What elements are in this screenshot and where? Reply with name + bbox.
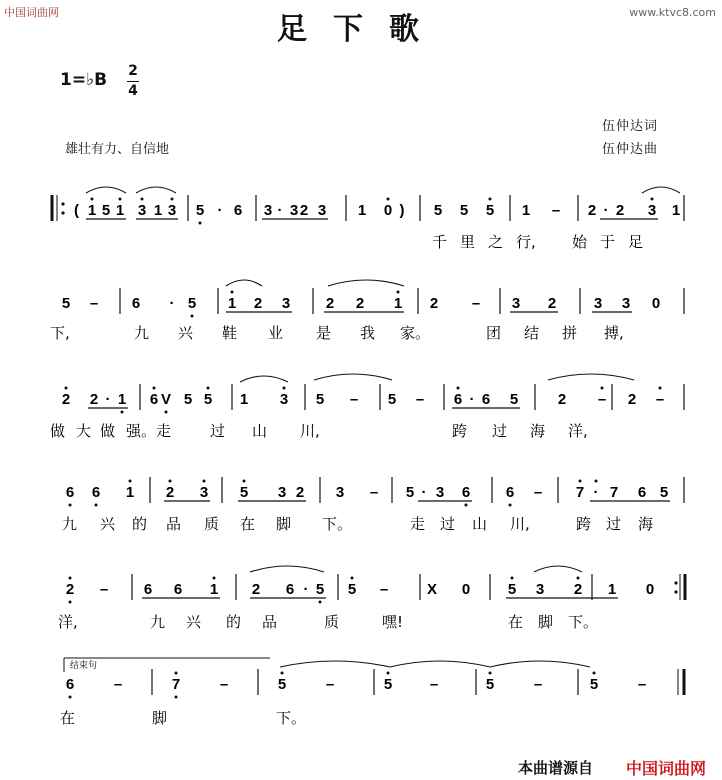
lyric-syllable: 九 <box>62 515 78 533</box>
octave-dot-high <box>281 672 284 675</box>
lyric-syllable: 九 <box>150 613 166 631</box>
note: 2 <box>253 295 263 312</box>
note: 6 <box>65 676 75 693</box>
octave-dot-high <box>243 480 246 483</box>
note: 2 <box>615 202 625 219</box>
octave-dot-low <box>191 315 194 318</box>
note: – <box>551 202 561 219</box>
source-label: 本曲谱源自 <box>518 759 594 777</box>
note: 0 <box>383 202 393 219</box>
note: – <box>597 391 607 408</box>
octave-dot-high <box>397 291 400 294</box>
lyric-syllable: 业 <box>268 324 284 342</box>
lyric-syllable: 做 <box>50 422 66 440</box>
octave-dot-high <box>659 387 662 390</box>
repeat-dot <box>674 590 677 593</box>
octave-dot-low <box>175 696 178 699</box>
octave-dot-high <box>119 198 122 201</box>
octave-dot-high <box>69 577 72 580</box>
lyric-syllable: 川, <box>300 422 320 440</box>
octave-dot-high <box>141 198 144 201</box>
note: 2 <box>325 295 335 312</box>
octave-dot-high <box>91 198 94 201</box>
lyricist-credit: 伍仲达词 <box>602 119 659 134</box>
octave-dot-high <box>579 480 582 483</box>
note: 1 <box>607 581 617 598</box>
note: 2 <box>61 391 71 408</box>
lyric-syllable: 的 <box>226 613 242 631</box>
note: 6 <box>461 484 471 501</box>
lyric-syllable: 鞋 <box>222 324 238 342</box>
note: 3 <box>289 202 299 219</box>
octave-dot-high <box>577 577 580 580</box>
lyric-syllable: 过 <box>606 515 622 533</box>
note: 5 <box>659 484 669 501</box>
note: 2 <box>295 484 305 501</box>
lyric-syllable: 兴 <box>100 515 116 533</box>
note: 5 <box>183 391 193 408</box>
octave-dot-low <box>69 504 72 507</box>
octave-dot-low <box>509 504 512 507</box>
lyric-syllable: 下。 <box>568 613 599 631</box>
note: 2 <box>299 202 309 219</box>
note: 3 <box>535 581 545 598</box>
note: – <box>655 391 665 408</box>
lyric-syllable: 质 <box>204 515 220 533</box>
note: 6 <box>143 581 153 598</box>
lyric-syllable: 行, <box>516 233 536 251</box>
note: · <box>593 484 599 501</box>
note: 6 <box>481 391 491 408</box>
note: 6 <box>453 391 463 408</box>
octave-dot-high <box>489 672 492 675</box>
note: 6 <box>65 484 75 501</box>
lyric-syllable: 之 <box>488 233 504 251</box>
lyric-syllable: 山 <box>472 515 488 533</box>
slur <box>240 376 288 382</box>
note: 1 <box>153 202 163 219</box>
octave-dot-high <box>387 672 390 675</box>
note: 1 <box>671 202 681 219</box>
lyric-syllable: 山 <box>252 422 268 440</box>
slur <box>136 187 176 193</box>
note: 3 <box>335 484 345 501</box>
note: – <box>99 581 109 598</box>
lyric-syllable: 足 <box>628 233 644 251</box>
lyric-syllable: 在 <box>508 613 524 631</box>
repeat-dot <box>61 202 64 205</box>
octave-dot-high <box>593 672 596 675</box>
note: 5 <box>187 295 197 312</box>
lyric-syllable: 下。 <box>322 515 353 533</box>
note: 6 <box>505 484 515 501</box>
note: 1 <box>87 202 97 219</box>
lyric-syllable: 过 <box>492 422 508 440</box>
watermark-left: 中国词曲网 <box>4 6 59 19</box>
note: 5 <box>383 676 393 693</box>
note: 5 <box>195 202 205 219</box>
note: 2 <box>65 581 75 598</box>
lyric-syllable: 结 <box>524 324 540 342</box>
note: 6 <box>233 202 243 219</box>
note: 5 <box>203 391 213 408</box>
octave-dot-high <box>65 387 68 390</box>
octave-dot-high <box>129 480 132 483</box>
note: – <box>113 676 123 693</box>
octave-dot-high <box>595 480 598 483</box>
slur <box>642 187 680 193</box>
note: – <box>637 676 647 693</box>
lyric-syllable: 的 <box>132 515 148 533</box>
lyric-syllable: 脚 <box>538 613 554 631</box>
lyric-syllable: 质 <box>324 613 340 631</box>
lyric-syllable: 过 <box>440 515 456 533</box>
ending-label: 结束句 <box>70 661 98 671</box>
slur <box>328 280 404 286</box>
octave-dot-high <box>387 198 390 201</box>
note: – <box>415 391 425 408</box>
note: – <box>89 295 99 312</box>
lyric-syllable: 大 <box>76 422 92 440</box>
lyric-syllable: 海 <box>638 515 654 533</box>
slur <box>280 661 390 667</box>
note: 6 <box>637 484 647 501</box>
lyric-syllable: 走 <box>410 515 426 533</box>
note: 5 <box>277 676 287 693</box>
note: 3 <box>199 484 209 501</box>
note: 2 <box>573 581 583 598</box>
note: 6 <box>91 484 101 501</box>
octave-dot-high <box>457 387 460 390</box>
lyric-syllable: 我 <box>360 324 376 342</box>
octave-dot-high <box>213 577 216 580</box>
octave-dot-low <box>165 411 168 414</box>
note: · <box>603 202 609 219</box>
lyric-syllable: 在 <box>60 709 76 727</box>
note: 5 <box>387 391 397 408</box>
note: 5 <box>507 581 517 598</box>
note: · <box>105 391 111 408</box>
octave-dot-high <box>203 480 206 483</box>
note: 5 <box>315 581 325 598</box>
note: 2 <box>429 295 439 312</box>
note: · <box>169 295 175 312</box>
slur <box>86 187 126 193</box>
note: 5 <box>61 295 71 312</box>
lyric-syllable: 下。 <box>276 709 307 727</box>
note: 3 <box>281 295 291 312</box>
note: 1 <box>125 484 135 501</box>
slur <box>390 661 490 667</box>
watermark-right: www.ktvc8.com <box>629 6 716 19</box>
note: 3 <box>167 202 177 219</box>
note: 7 <box>609 484 619 501</box>
octave-dot-low <box>199 222 202 225</box>
note: 2 <box>557 391 567 408</box>
lyric-syllable: 海 <box>530 422 546 440</box>
lyric-syllable: 是 <box>316 324 332 342</box>
lyric-syllable: 脚 <box>152 709 168 727</box>
note: 1 <box>239 391 249 408</box>
octave-dot-high <box>511 577 514 580</box>
note: 0 <box>651 295 661 312</box>
note: 1 <box>117 391 127 408</box>
lyric-syllable: 过 <box>210 422 226 440</box>
note: 1 <box>357 202 367 219</box>
key-signature: 1=♭B <box>60 70 108 90</box>
note: 1 <box>521 202 531 219</box>
note: 5 <box>589 676 599 693</box>
note: 3 <box>511 295 521 312</box>
lyric-syllable: 跨 <box>452 422 468 440</box>
lyric-syllable: 千 <box>432 233 448 251</box>
note: – <box>379 581 389 598</box>
note: 1 <box>393 295 403 312</box>
note: 3 <box>279 391 289 408</box>
octave-dot-low <box>95 504 98 507</box>
octave-dot-low <box>69 601 72 604</box>
paren-open: ( <box>74 202 79 219</box>
note: 2 <box>89 391 99 408</box>
note: 2 <box>587 202 597 219</box>
octave-dot-high <box>351 577 354 580</box>
lyric-syllable: 强。走 <box>126 422 172 440</box>
note: 5 <box>433 202 443 219</box>
octave-dot-high <box>283 387 286 390</box>
slur <box>314 374 392 380</box>
note: X <box>426 581 438 598</box>
meter-bottom: 4 <box>128 83 138 99</box>
lyric-syllable: 在 <box>240 515 256 533</box>
note: – <box>533 484 543 501</box>
note: V <box>160 391 172 408</box>
note: 3 <box>137 202 147 219</box>
note: 7 <box>575 484 585 501</box>
composer-credit: 伍仲达曲 <box>602 142 659 157</box>
lyric-syllable: 里 <box>460 233 476 251</box>
lyric-syllable: 跨 <box>576 515 592 533</box>
note: 5 <box>509 391 519 408</box>
slur <box>548 374 634 380</box>
note: · <box>469 391 475 408</box>
octave-dot-low <box>465 504 468 507</box>
lyric-syllable: 嘿! <box>382 613 404 631</box>
octave-dot-high <box>489 198 492 201</box>
note: 3 <box>647 202 657 219</box>
note: 3 <box>621 295 631 312</box>
lyric-syllable: 家。 <box>400 324 431 342</box>
octave-dot-high <box>601 387 604 390</box>
note: – <box>429 676 439 693</box>
lyric-syllable: 脚 <box>276 515 292 533</box>
note: 6 <box>285 581 295 598</box>
note: · <box>421 484 427 501</box>
octave-dot-low <box>121 411 124 414</box>
octave-dot-high <box>207 387 210 390</box>
note: – <box>471 295 481 312</box>
note: 5 <box>315 391 325 408</box>
octave-dot-high <box>171 198 174 201</box>
note: 2 <box>251 581 261 598</box>
note: 5 <box>101 202 111 219</box>
note: 5 <box>347 581 357 598</box>
note: 7 <box>171 676 181 693</box>
note: – <box>219 676 229 693</box>
lyric-syllable: 团 <box>486 324 502 342</box>
octave-dot-high <box>651 198 654 201</box>
tempo-marking: 雄壮有力、自信地 <box>65 142 170 157</box>
note: 0 <box>461 581 471 598</box>
note: 2 <box>355 295 365 312</box>
note: – <box>325 676 335 693</box>
note: 3 <box>263 202 273 219</box>
lyric-syllable: 拼 <box>562 324 578 342</box>
note: 5 <box>405 484 415 501</box>
note: 2 <box>165 484 175 501</box>
lyric-syllable: 品 <box>262 613 278 631</box>
note: · <box>277 202 283 219</box>
note: 6 <box>131 295 141 312</box>
octave-dot-low <box>319 601 322 604</box>
song-title: 足下歌 <box>277 12 445 47</box>
note: – <box>349 391 359 408</box>
note: 2 <box>627 391 637 408</box>
lyric-syllable: 做 <box>100 422 116 440</box>
lyric-syllable: 搏, <box>604 324 624 342</box>
lyric-syllable: 川, <box>510 515 530 533</box>
lyric-syllable: 品 <box>166 515 182 533</box>
octave-dot-high <box>169 480 172 483</box>
note: 1 <box>115 202 125 219</box>
octave-dot-low <box>69 696 72 699</box>
note: 6 <box>149 391 159 408</box>
note: 1 <box>209 581 219 598</box>
lyric-syllable: 兴 <box>186 613 202 631</box>
note: 0 <box>645 581 655 598</box>
lyric-syllable: 洋, <box>568 422 588 440</box>
note: 5 <box>485 202 495 219</box>
lyric-syllable: 洋, <box>58 613 78 631</box>
note: 3 <box>435 484 445 501</box>
octave-dot-high <box>175 672 178 675</box>
octave-dot-high <box>231 291 234 294</box>
note: 5 <box>485 676 495 693</box>
lyric-syllable: 于 <box>600 233 616 251</box>
lyric-syllable: 始 <box>572 233 588 251</box>
slur <box>534 566 582 572</box>
lyric-syllable: 下, <box>50 324 70 342</box>
slur <box>250 566 324 572</box>
note: 5 <box>239 484 249 501</box>
slur <box>490 661 590 667</box>
slur <box>226 280 262 286</box>
note: 1 <box>227 295 237 312</box>
note: 3 <box>593 295 603 312</box>
lyric-syllable: 九 <box>134 324 150 342</box>
meter-top: 2 <box>128 63 138 79</box>
note: · <box>303 581 309 598</box>
octave-dot-high <box>153 387 156 390</box>
note: 6 <box>173 581 183 598</box>
note: ) <box>399 202 405 219</box>
note: – <box>369 484 379 501</box>
note: · <box>217 202 223 219</box>
note: 5 <box>459 202 469 219</box>
source-brand: 中国词曲网 <box>626 759 707 778</box>
note: 3 <box>277 484 287 501</box>
repeat-dot <box>61 211 64 214</box>
lyric-syllable: 兴 <box>178 324 194 342</box>
note: 3 <box>317 202 327 219</box>
note: 2 <box>547 295 557 312</box>
note: – <box>533 676 543 693</box>
repeat-dot <box>674 581 677 584</box>
